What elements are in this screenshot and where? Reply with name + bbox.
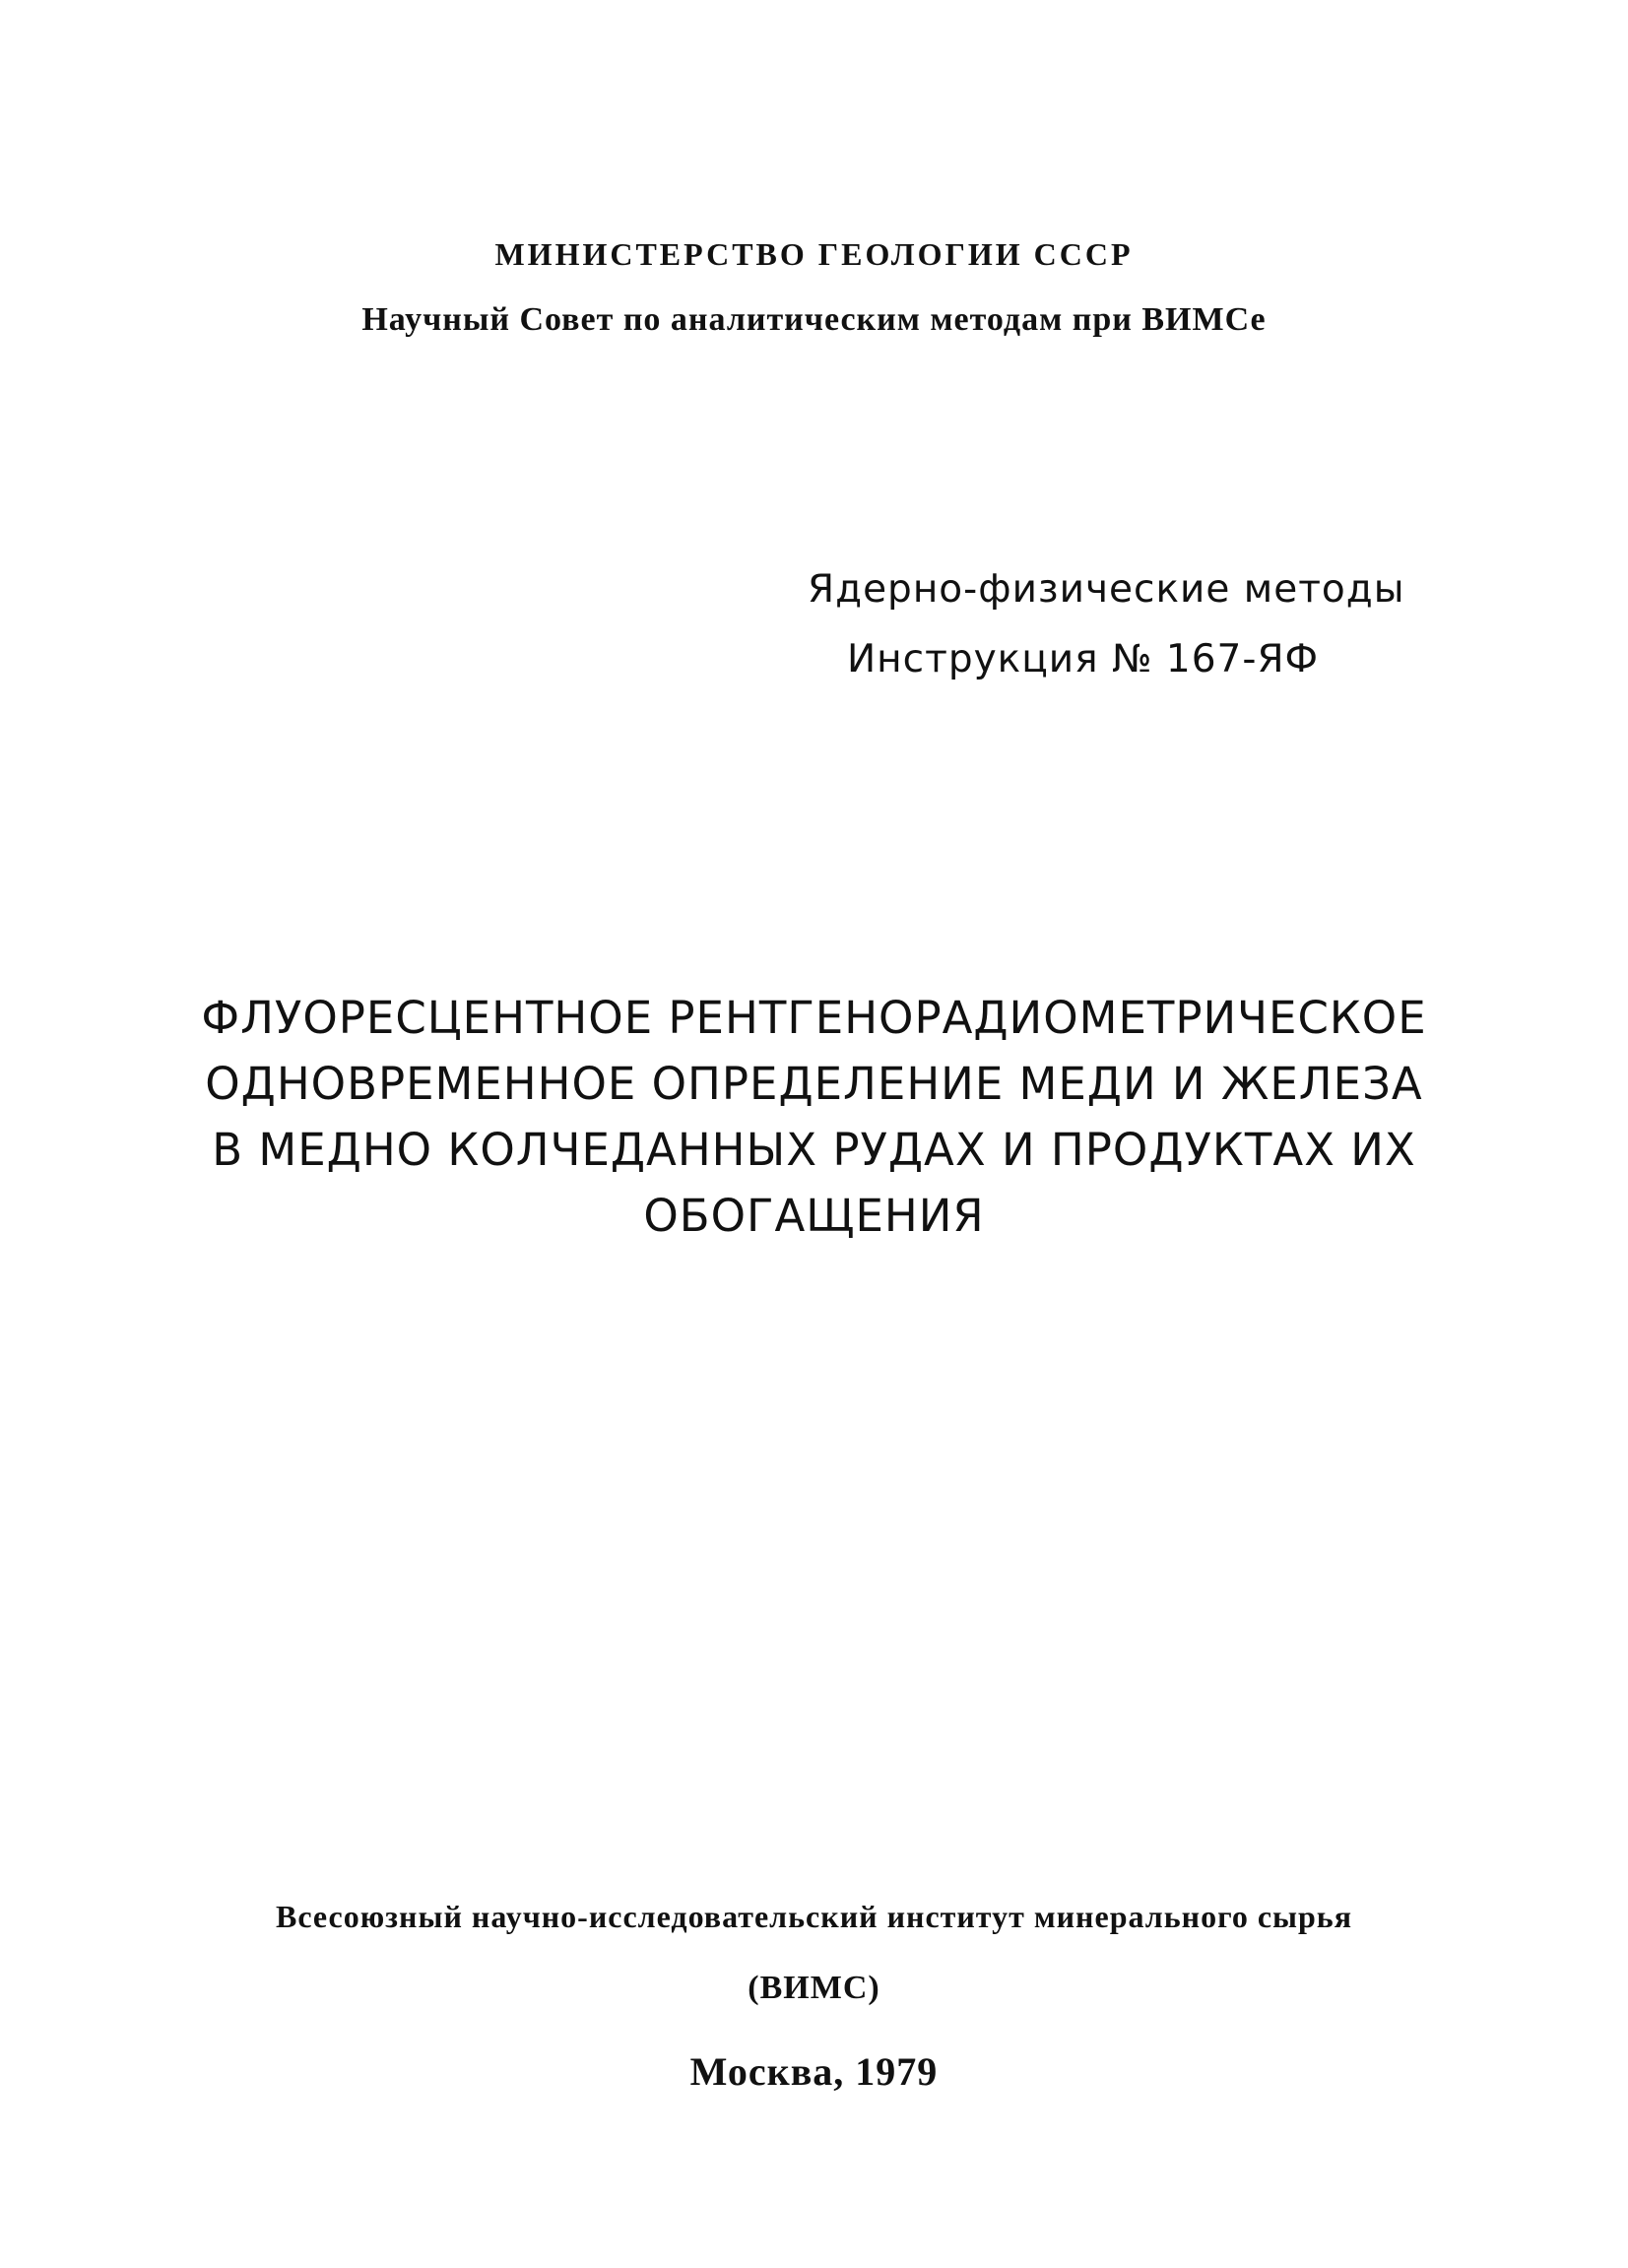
institute-name: Всесоюзный научно-исследовательский институт минерального сырья bbox=[275, 1899, 1353, 1934]
publication-place-year: Москва, 1979 bbox=[689, 2049, 939, 2094]
title-line: ОБОГАЩЕНИЯ bbox=[643, 1190, 985, 1242]
document-title bbox=[148, 985, 1480, 1249]
title-line: ОДНОВРЕМЕННОЕ ОПРЕДЕЛЕНИЕ МЕДИ И ЖЕЛЕЗА bbox=[205, 1058, 1423, 1110]
title-line: В МЕДНО КОЛЧЕДАННЫХ РУДАХ И ПРОДУКТАХ ИХ bbox=[212, 1124, 1416, 1176]
institute-abbreviation: (ВИМС) bbox=[748, 1970, 880, 2006]
series-block bbox=[808, 567, 1438, 681]
council-heading: Научный Совет по аналитическим методам при ВИМСе bbox=[361, 301, 1267, 338]
instruction-number: Инструкция № 167-ЯФ bbox=[847, 637, 1320, 681]
ministry-heading: МИНИСТЕРСТВО ГЕОЛОГИИ СССР bbox=[494, 236, 1134, 272]
title-line: ФЛУОРЕСЦЕНТНОЕ РЕНТГЕНОРАДИОМЕТРИЧЕСКОЕ bbox=[201, 992, 1427, 1044]
series-category: Ядерно-физические методы bbox=[808, 567, 1405, 612]
